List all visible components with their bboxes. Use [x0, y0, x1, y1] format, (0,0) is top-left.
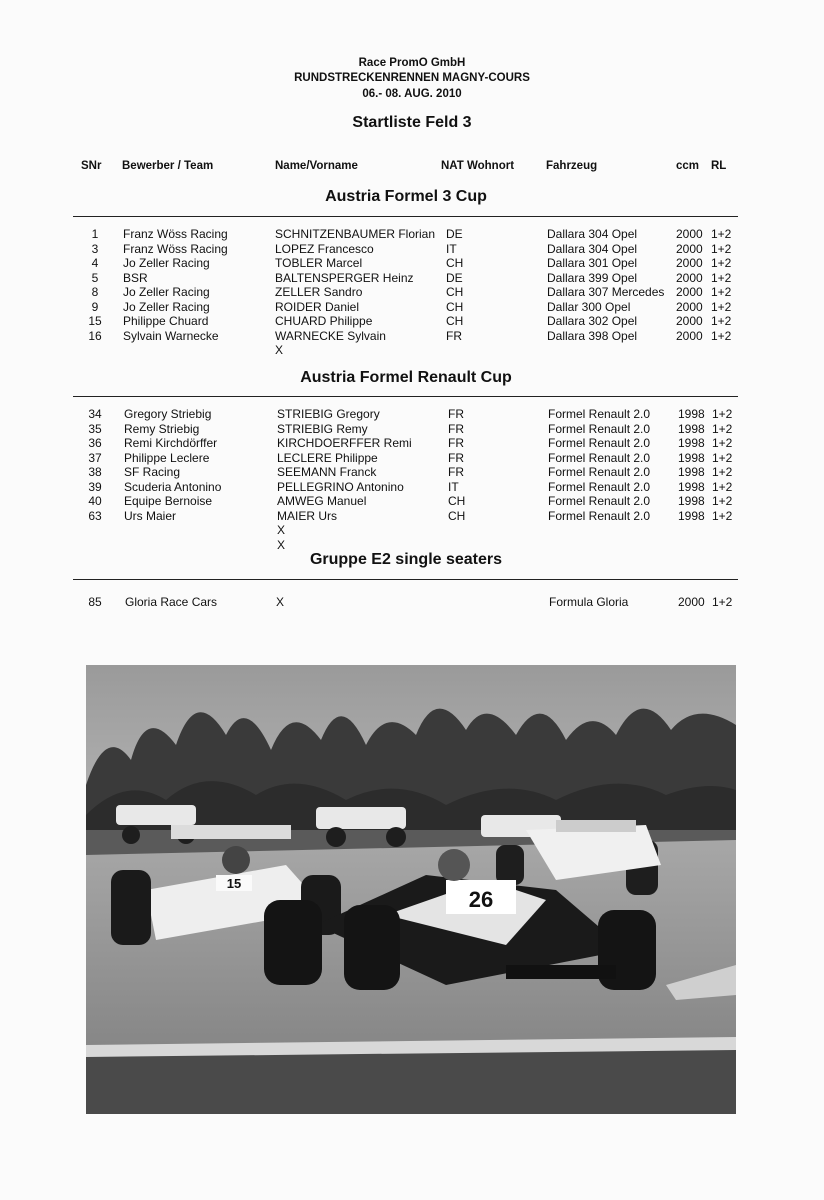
cell-rl: 1+2	[711, 227, 732, 241]
cell-team: Gloria Race Cars	[125, 595, 218, 609]
cell-snr: 4	[91, 256, 99, 270]
col-rl: RL	[711, 160, 727, 172]
section-rows-e2	[0, 595, 824, 610]
cell-snr: 38	[88, 465, 102, 479]
cell-team: SF Racing	[124, 465, 181, 479]
cell-snr: 8	[91, 285, 99, 299]
cell-car: Dallara 304 Opel	[547, 241, 638, 256]
cell-snr: 39	[88, 479, 102, 494]
cell-team: BSR	[123, 270, 148, 285]
cell-name: MAIER Urs	[277, 508, 337, 523]
table-row	[0, 271, 824, 286]
cell-car: Dallara 307 Mercedes	[547, 285, 665, 299]
table-row	[0, 538, 824, 553]
cell-team: Remy Striebig	[124, 421, 200, 436]
table-row	[0, 314, 824, 329]
cell-ccm: 1998	[678, 450, 705, 465]
cell-car: Dallara 304 Opel	[547, 227, 638, 241]
cell-rl: 1+2	[712, 421, 733, 436]
table-row	[0, 436, 824, 451]
cell-team: Equipe Bernoise	[124, 494, 213, 508]
cell-team: Jo Zeller Racing	[123, 299, 210, 314]
cell-team: Gregory Striebig	[124, 407, 212, 421]
cell-car: Dallara 399 Opel	[547, 270, 638, 285]
table-row	[0, 451, 824, 466]
section-rule	[73, 396, 738, 397]
cell-team: Philippe Leclere	[124, 450, 210, 465]
table-row	[0, 494, 824, 509]
cell-name: STRIEBIG Gregory	[277, 407, 380, 421]
table-row	[0, 422, 824, 437]
section-title-e2: Gruppe E2 single seaters	[309, 551, 503, 568]
cell-nat: DE	[446, 270, 463, 285]
cell-rl: 1+2	[712, 465, 733, 479]
cell-ccm: 1998	[678, 436, 705, 450]
section-rows-f3	[0, 227, 824, 358]
table-row	[0, 343, 824, 358]
cell-nat: IT	[448, 479, 459, 494]
cell-ccm: 1998	[678, 479, 705, 494]
cell-name: AMWEG Manuel	[277, 494, 367, 508]
cell-car: Formel Renault 2.0	[548, 436, 651, 450]
table-row	[0, 329, 824, 344]
table-row	[0, 285, 824, 300]
cell-snr: 9	[91, 299, 99, 314]
cell-car: Formel Renault 2.0	[548, 479, 651, 494]
cell-rl: 1+2	[711, 270, 732, 285]
table-row	[0, 407, 824, 422]
cell-nat: CH	[446, 285, 464, 299]
cell-team: Jo Zeller Racing	[123, 285, 210, 299]
col-team: Bewerber / Team	[122, 160, 214, 172]
cell-team: Scuderia Antonino	[124, 479, 222, 494]
car-number-15: 15	[226, 876, 242, 891]
cell-team: Remi Kirchdörffer	[124, 436, 218, 450]
cell-car: Formula Gloria	[549, 595, 629, 609]
cell-snr: 85	[88, 595, 102, 609]
cell-name: BALTENSPERGER Heinz	[275, 270, 414, 285]
cell-name: STRIEBIG Remy	[277, 421, 368, 436]
event-name: RUNDSTRECKENRENNEN MAGNY-COURS	[294, 72, 530, 84]
cell-ccm: 2000	[676, 241, 703, 256]
car-number-26: 26	[468, 887, 494, 912]
table-row	[0, 465, 824, 480]
cell-nat: FR	[448, 436, 464, 450]
cell-car: Formel Renault 2.0	[548, 508, 651, 523]
cell-rl: 1+2	[711, 241, 732, 256]
cell-rl: 1+2	[712, 450, 733, 465]
cell-ccm: 2000	[676, 270, 703, 285]
table-row	[0, 227, 824, 242]
cell-snr: 36	[88, 436, 102, 450]
cell-name: X	[275, 343, 284, 357]
event-dates: 06.- 08. AUG. 2010	[362, 88, 462, 100]
cell-nat: CH	[448, 494, 466, 508]
col-ccm: ccm	[676, 160, 700, 172]
cell-name: LECLERE Philippe	[277, 450, 378, 465]
cell-snr: 37	[88, 450, 102, 465]
cell-nat: CH	[446, 256, 464, 270]
cell-ccm: 2000	[676, 314, 703, 328]
cell-name: ZELLER Sandro	[275, 285, 363, 299]
table-row	[0, 300, 824, 315]
cell-nat: IT	[446, 241, 457, 256]
cell-ccm: 2000	[676, 256, 703, 270]
cell-rl: 1+2	[711, 285, 732, 299]
table-row	[0, 595, 824, 610]
cell-ccm: 2000	[678, 595, 705, 609]
section-rows-renault	[0, 407, 824, 552]
cell-rl: 1+2	[712, 436, 733, 450]
cell-nat: FR	[448, 465, 464, 479]
col-nat: NAT Wohnort	[441, 160, 515, 172]
cell-name: SCHNITZENBAUMER Florian	[275, 227, 436, 241]
cell-rl: 1+2	[712, 407, 733, 421]
cell-ccm: 1998	[678, 407, 705, 421]
cell-nat: FR	[448, 450, 464, 465]
cell-snr: 16	[88, 328, 102, 343]
cell-nat: FR	[446, 328, 462, 343]
cell-name: X	[277, 523, 286, 537]
cell-ccm: 1998	[678, 508, 705, 523]
cell-car: Formel Renault 2.0	[548, 450, 651, 465]
page-title: Startliste Feld 3	[352, 114, 472, 131]
cell-car: Dallara 398 Opel	[547, 328, 638, 343]
cell-name: PELLEGRINO Antonino	[277, 479, 404, 494]
cell-snr: 5	[91, 270, 99, 285]
table-row	[0, 480, 824, 495]
cell-rl: 1+2	[712, 595, 733, 609]
cell-snr: 63	[88, 508, 102, 523]
cell-nat: CH	[446, 299, 464, 314]
cell-snr: 1	[91, 227, 99, 241]
table-row	[0, 523, 824, 538]
table-row	[0, 242, 824, 257]
cell-team: Urs Maier	[124, 508, 177, 523]
cell-car: Dallara 302 Opel	[547, 314, 638, 328]
cell-car: Dallar 300 Opel	[547, 299, 631, 314]
cell-name: LOPEZ Francesco	[275, 241, 374, 256]
cell-snr: 40	[88, 494, 102, 508]
cell-nat: CH	[448, 508, 466, 523]
cell-car: Formel Renault 2.0	[548, 421, 651, 436]
cell-ccm: 2000	[676, 299, 703, 314]
cell-rl: 1+2	[711, 314, 732, 328]
cell-team: Philippe Chuard	[123, 314, 209, 328]
cell-car: Formel Renault 2.0	[548, 494, 651, 508]
cell-car: Formel Renault 2.0	[548, 407, 651, 421]
cell-snr: 34	[88, 407, 102, 421]
cell-rl: 1+2	[712, 508, 733, 523]
section-rule	[73, 579, 738, 580]
cell-name: ROIDER Daniel	[275, 299, 360, 314]
cell-name: KIRCHDOERFFER Remi	[277, 436, 412, 450]
col-snr: SNr	[81, 160, 102, 172]
cell-ccm: 1998	[678, 494, 705, 508]
cell-team: Franz Wöss Racing	[123, 241, 228, 256]
cell-rl: 1+2	[712, 479, 733, 494]
cell-name: SEEMANN Franck	[277, 465, 377, 479]
cell-rl: 1+2	[711, 328, 732, 343]
cell-ccm: 2000	[676, 328, 703, 343]
table-row	[0, 256, 824, 271]
cell-name: TOBLER Marcel	[275, 256, 363, 270]
section-rule	[73, 216, 738, 217]
organizer: Race PromO GmbH	[358, 57, 466, 69]
cell-nat: FR	[448, 407, 464, 421]
cell-name: X	[276, 595, 285, 609]
cell-nat: FR	[448, 421, 464, 436]
cell-ccm: 2000	[676, 285, 703, 299]
section-title-renault: Austria Formel Renault Cup	[300, 369, 512, 386]
cell-nat: CH	[446, 314, 464, 328]
cell-team: Franz Wöss Racing	[123, 227, 228, 241]
race-photo-scene	[86, 665, 736, 1114]
cell-car: Formel Renault 2.0	[548, 465, 651, 479]
cell-ccm: 1998	[678, 421, 705, 436]
cell-team: Jo Zeller Racing	[123, 256, 210, 270]
race-photo	[86, 665, 736, 1114]
col-car: Fahrzeug	[546, 160, 598, 172]
cell-car: Dallara 301 Opel	[547, 256, 638, 270]
cell-rl: 1+2	[711, 299, 732, 314]
cell-name: X	[277, 537, 286, 552]
cell-team: Sylvain Warnecke	[123, 328, 219, 343]
cell-ccm: 2000	[676, 227, 703, 241]
cell-name: WARNECKE Sylvain	[275, 328, 386, 343]
cell-name: CHUARD Philippe	[275, 314, 373, 328]
table-row	[0, 509, 824, 524]
cell-snr: 35	[88, 421, 102, 436]
cell-nat: DE	[446, 227, 463, 241]
cell-snr: 3	[91, 241, 99, 256]
section-title-f3: Austria Formel 3 Cup	[325, 188, 487, 205]
cell-rl: 1+2	[711, 256, 732, 270]
cell-ccm: 1998	[678, 465, 705, 479]
col-name: Name/Vorname	[275, 160, 358, 172]
cell-snr: 15	[88, 314, 102, 328]
cell-rl: 1+2	[712, 494, 733, 508]
